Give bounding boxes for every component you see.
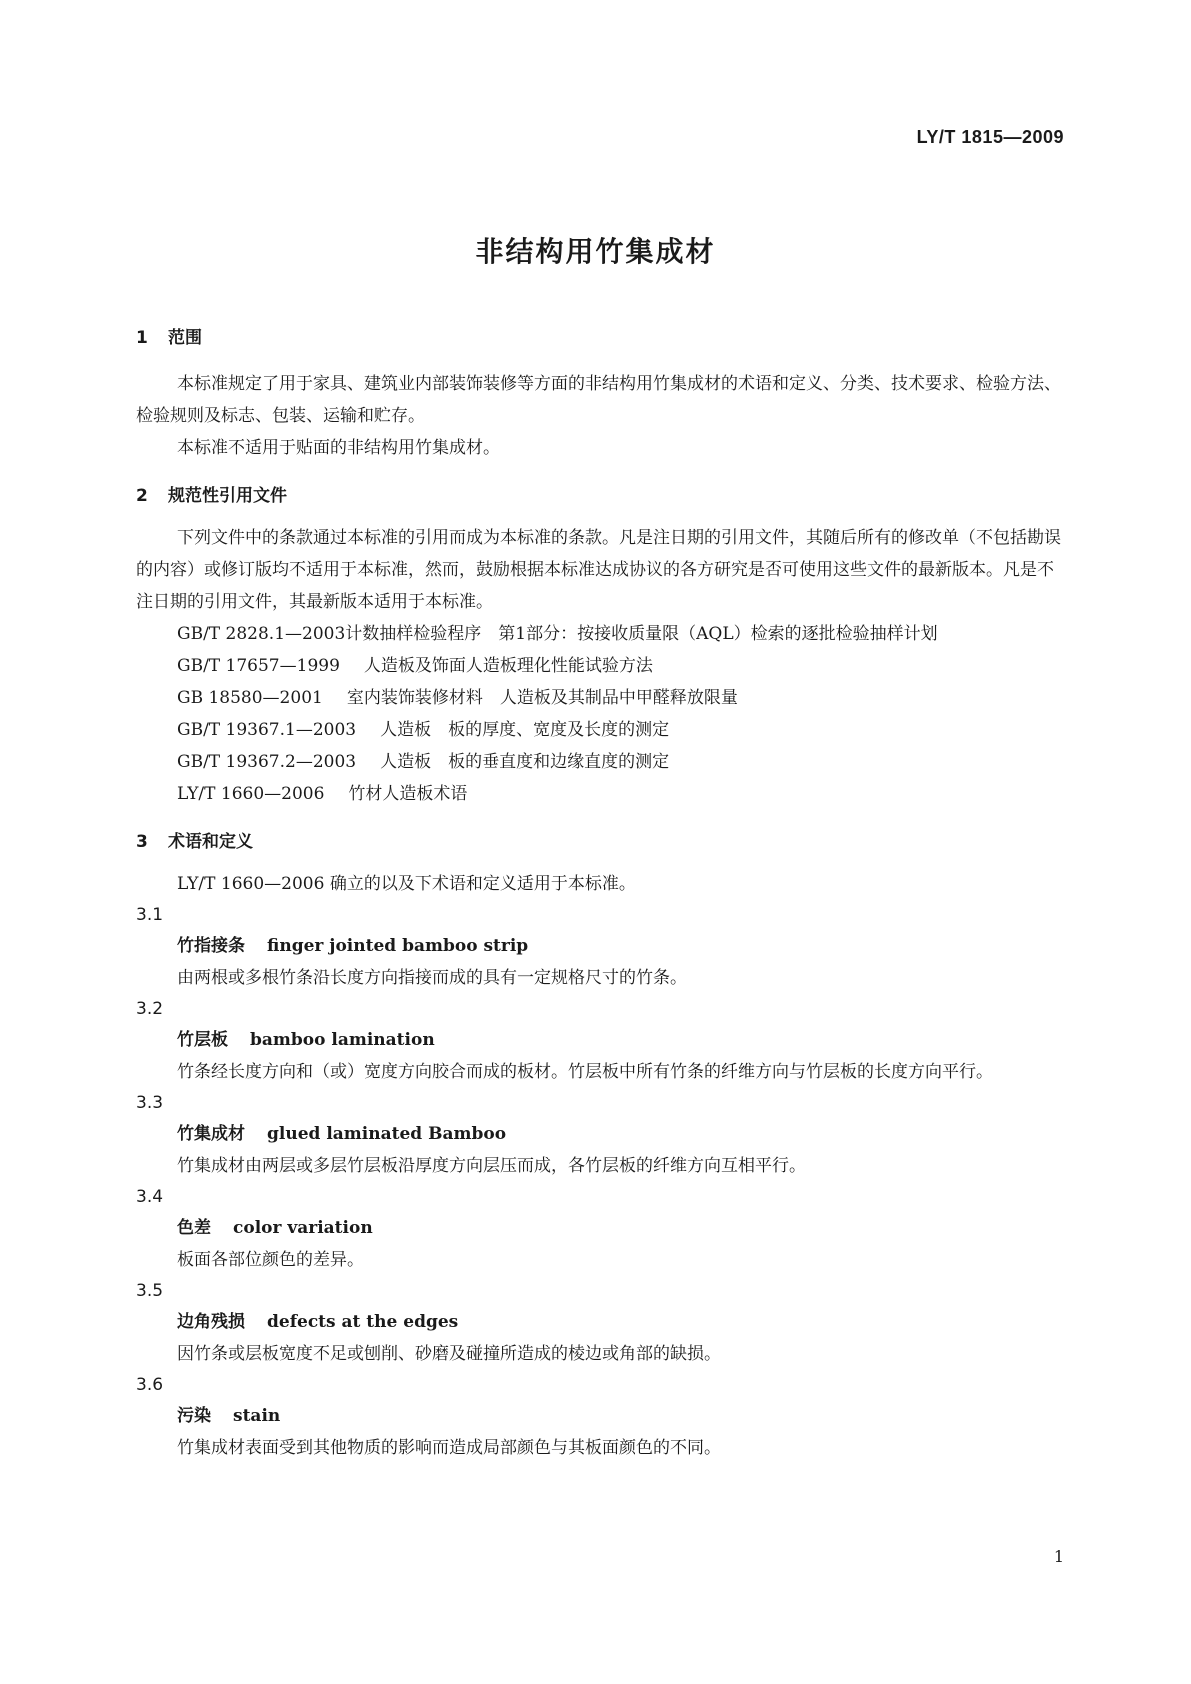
- reference-code: GB/T 19367.1—2003: [177, 720, 357, 740]
- term-name-zh: 污染: [177, 1406, 211, 1426]
- section-title: 范围: [168, 328, 202, 348]
- term-name-zh: 竹层板: [177, 1030, 228, 1050]
- reference-item: [136, 746, 1061, 778]
- term-definition: 竹条经长度方向和（或）宽度方向胶合而成的板材。竹层板中所有竹条的纤维方向与竹层板的长度方向平行。: [177, 1062, 993, 1082]
- term-name-en: defects at the edges: [267, 1312, 459, 1332]
- term-name: [136, 930, 1061, 962]
- term-definition: 由两根或多根竹条沿长度方向指接而成的具有一定规格尺寸的竹条。: [177, 968, 687, 988]
- reference-item: [136, 714, 1061, 746]
- section-heading-scope: [136, 320, 1061, 356]
- term-definition: 因竹条或层板宽度不足或刨削、砂磨及碰撞所造成的棱边或角部的缺损。: [177, 1344, 721, 1364]
- term-name-en: stain: [233, 1406, 281, 1426]
- reference-code: GB/T 17657—1999: [177, 656, 340, 676]
- section-number: 2: [136, 486, 148, 506]
- reference-title: 竹材人造板术语: [348, 784, 468, 804]
- reference-title: 人造板 板的厚度、宽度及长度的测定: [380, 720, 670, 740]
- term-number: 3.5: [136, 1281, 164, 1301]
- section-title: 规范性引用文件: [168, 486, 287, 506]
- term-name: [136, 1400, 1061, 1432]
- scope-paragraph-1: 本标准规定了用于家具、建筑业内部装饰装修等方面的非结构用竹集成材的术语和定义、分类、技术要求、检验方法、检验规则及标志、包装、运输和贮存。: [136, 374, 1061, 426]
- references-intro-paragraph: 下列文件中的条款通过本标准的引用而成为本标准的条款。凡是注日期的引用文件，其随后所有的修改单（不包括勘误的内容）或修订版均不适用于本标准，然而，鼓励根据本标准达成协议的各方研究是否可使用这些文件的最新版本。凡是不注日期的引用文件，其最新版本适用于本标准。: [136, 528, 1061, 612]
- document-title: 非结构用竹集成材: [475, 235, 716, 268]
- terms-intro-paragraph: LY/T 1660—2006 确立的以及下术语和定义适用于本标准。: [177, 874, 636, 894]
- reference-item: [136, 650, 1061, 682]
- term-name: [136, 1024, 1061, 1056]
- reference-item: [136, 618, 1061, 650]
- reference-title: 人造板及饰面人造板理化性能试验方法: [363, 656, 653, 676]
- reference-code: GB 18580—2001: [177, 688, 323, 708]
- document-code: LY/T 1815—2009: [916, 127, 1064, 147]
- section-heading-normative-references: [136, 478, 1061, 514]
- reference-item: [136, 682, 1061, 714]
- section-number: 1: [136, 328, 148, 348]
- reference-code: GB/T 2828.1—2003: [177, 624, 346, 644]
- term-name: [136, 1212, 1061, 1244]
- reference-code: GB/T 19367.2—2003: [177, 752, 357, 772]
- term-name-en: finger jointed bamboo strip: [267, 936, 529, 956]
- term-name-zh: 色差: [177, 1218, 211, 1238]
- term-name-en: bamboo lamination: [250, 1030, 435, 1050]
- term-number: 3.3: [136, 1093, 164, 1113]
- term-name: [136, 1306, 1061, 1338]
- reference-title: 人造板 板的垂直度和边缘直度的测定: [380, 752, 670, 772]
- term-number: 3.1: [136, 905, 164, 925]
- term-definition: 竹集成材表面受到其他物质的影响而造成局部颜色与其板面颜色的不同。: [177, 1438, 721, 1458]
- term-number: 3.2: [136, 999, 164, 1019]
- term-name-en: color variation: [233, 1218, 373, 1238]
- term-definition: 板面各部位颜色的差异。: [177, 1250, 364, 1270]
- section-title: 术语和定义: [168, 832, 253, 852]
- term-number: 3.4: [136, 1187, 164, 1207]
- reference-code: LY/T 1660—2006: [177, 784, 325, 804]
- term-name-en: glued laminated Bamboo: [267, 1124, 507, 1144]
- term-name-zh: 竹集成材: [177, 1124, 245, 1144]
- document-body: [136, 320, 1061, 1464]
- scope-paragraph-2: 本标准不适用于贴面的非结构用竹集成材。: [177, 438, 500, 458]
- reference-item: [136, 778, 1061, 810]
- term-definition: 竹集成材由两层或多层竹层板沿厚度方向层压而成，各竹层板的纤维方向互相平行。: [177, 1156, 806, 1176]
- term-name-zh: 边角残损: [177, 1312, 245, 1332]
- section-number: 3: [136, 832, 148, 852]
- section-heading-terms-definitions: [136, 824, 1061, 860]
- reference-title: 室内装饰装修材料 人造板及其制品中甲醛释放限量: [346, 688, 738, 708]
- reference-title: 计数抽样检验程序 第1部分：按接收质量限（AQL）检索的逐批检验抽样计划: [345, 624, 938, 644]
- page-number: 1: [1053, 1547, 1064, 1566]
- term-number: 3.6: [136, 1375, 164, 1395]
- term-name-zh: 竹指接条: [177, 936, 245, 956]
- term-name: [136, 1118, 1061, 1150]
